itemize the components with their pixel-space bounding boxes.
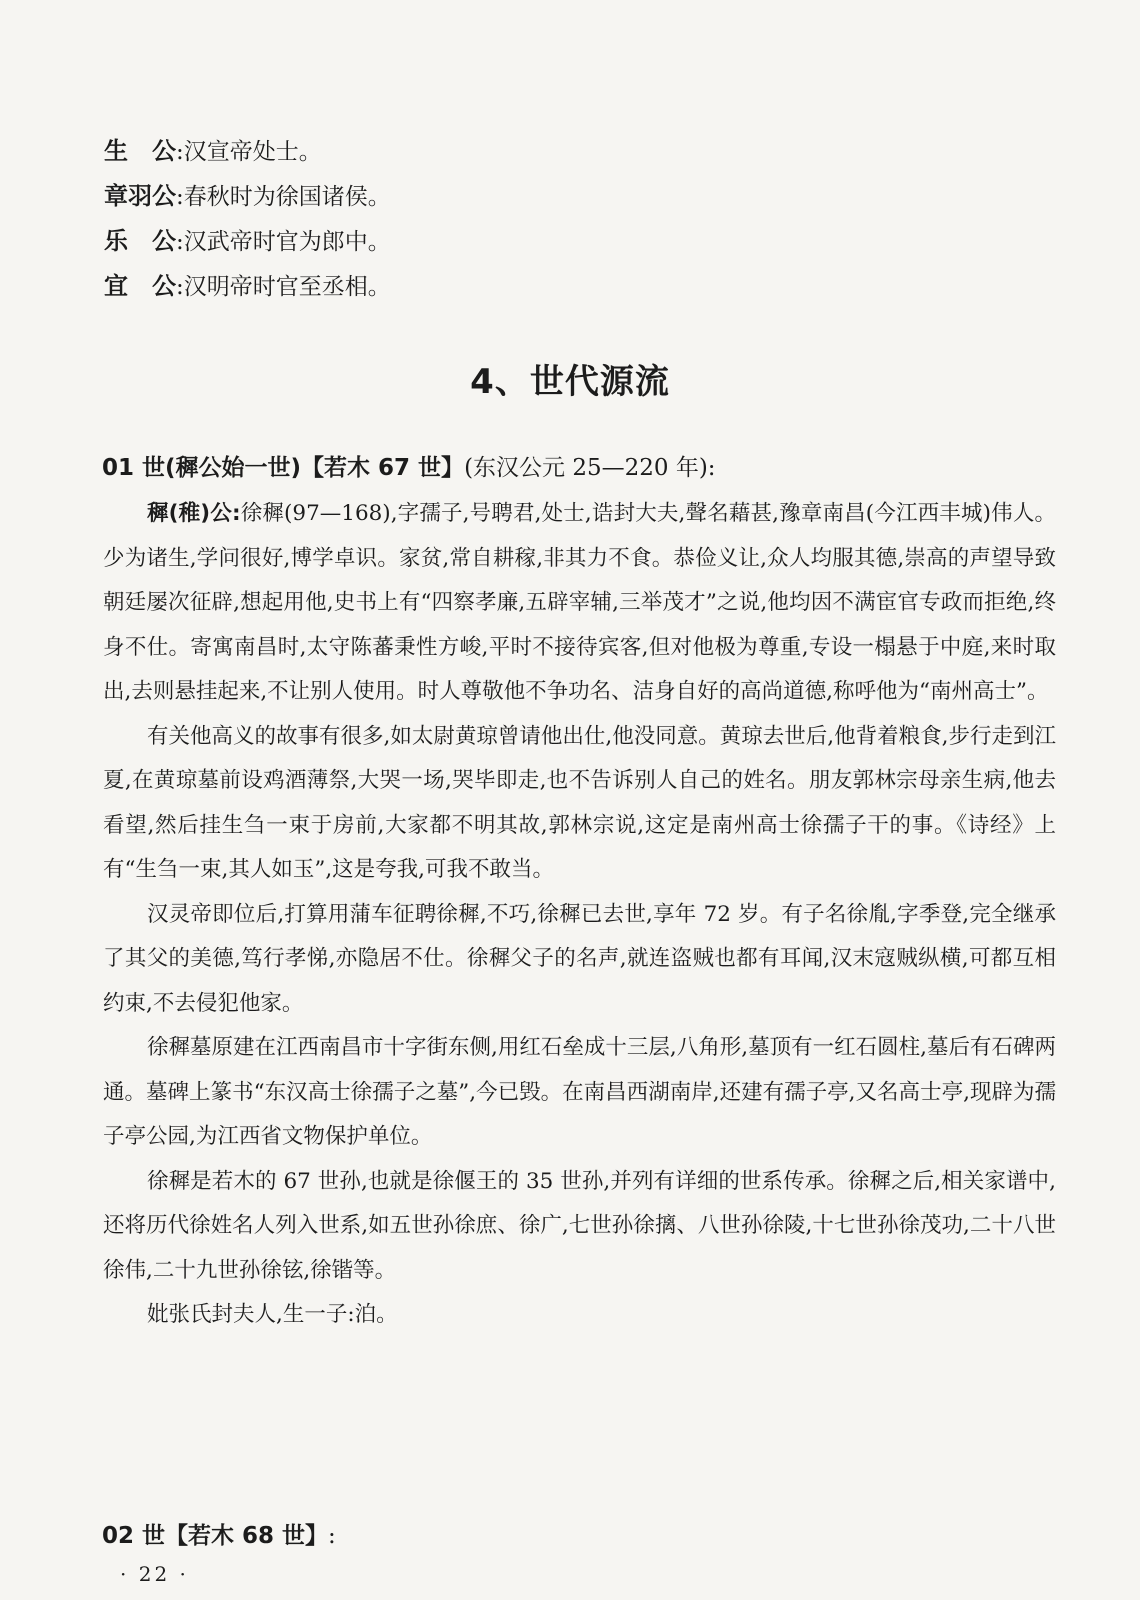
generation-label: 01 世(穉公始一世)【若木 67 世】 <box>102 455 465 481</box>
section-title: 4、世代源流 <box>470 362 670 402</box>
generation-heading <box>102 1521 336 1551</box>
body-text <box>103 492 1056 1338</box>
ancestor-entry <box>104 226 391 257</box>
ancestor-entry <box>104 181 391 212</box>
ancestor-desc: :汉明帝时官至丞相。 <box>176 274 391 300</box>
ancestor-entry <box>104 271 391 302</box>
paragraph: 妣张氏封夫人,生一子:泊。 <box>147 1302 398 1327</box>
paragraph <box>103 492 1056 715</box>
paragraph: 徐穉墓原建在江西南昌市十字街东侧,用红石垒成十三层,八角形,墓顶有一红石圆柱,墓后有石碑两通。墓碑上篆书“东汉高士徐孺子之墓”,今已毁。在南昌西湖南岸,还建有孺子亭,又名高士亭,现辟为孺子亭公园,为江西省文物保护单位。 <box>103 1035 1056 1149</box>
generation-note: : <box>328 1523 336 1549</box>
generation-heading <box>102 453 716 483</box>
ancestor-desc: :春秋时为徐国诸侯。 <box>176 184 391 210</box>
paragraph: 汉灵帝即位后,打算用蒲车征聘徐穉,不巧,徐穉已去世,享年 72 岁。有子名徐胤,字季登,完全继承了其父的美德,笃行孝悌,亦隐居不仕。徐穉父子的名声,就连盗贼也都有耳闻,汉末寇贼纵横,可都互相约束,不去侵犯他家。 <box>103 901 1056 1016</box>
paragraph: 徐穉是若木的 67 世孙,也就是徐偃王的 35 世孙,并列有详细的世系传承。徐穉之后,相关家谱中,还将历代徐姓名人列入世系,如五世孙徐庶、徐广,七世孙徐摛、八世孙徐陵,十七世孙徐茂功,二十八世徐伟,二十九世孙徐铉,徐锴等。 <box>103 1168 1056 1283</box>
ancestor-desc: :汉宣帝处士。 <box>176 139 322 165</box>
ancestor-entry <box>104 136 322 167</box>
generation-note: (东汉公元 25—220 年): <box>464 455 716 481</box>
ancestor-desc: :汉武帝时官为郎中。 <box>176 229 391 255</box>
paragraph-text: 徐穉(97—168),字孺子,号聘君,处士,诰封大夫,聲名藉甚,豫章南昌(今江西丰城)伟人。少为诸生,学问很好,博学卓识。家贫,常自耕稼,非其力不食。恭俭义让,众人均服其德,崇高的声望导致朝廷屡次征辟,想起用他,史书上有“四察孝廉,五辟宰辅,三举茂才”之说,他均因不满宦官专政而拒绝,终身不仕。寄寓南昌时,太守陈蕃秉性方峻,平时不接待宾客,但对他极为尊重,专设一榻悬于中庭,来时取出,去则悬挂起来,不让别人使用。时人尊敬他不争功名、洁身自好的高尚道德,称呼他为“南州高士”。 <box>103 501 1056 704</box>
ancestor-name: 宜 公 <box>104 272 176 300</box>
paragraph-lead: 穉(稚)公: <box>147 501 241 526</box>
ancestor-name: 乐 公 <box>104 227 176 255</box>
generation-label: 02 世【若木 68 世】 <box>102 1523 329 1549</box>
ancestor-name: 章羽公 <box>104 182 176 210</box>
page-number: · 22 · <box>120 1562 189 1586</box>
paragraph: 有关他高义的故事有很多,如太尉黄琼曾请他出仕,他没同意。黄琼去世后,他背着粮食,步行走到江夏,在黄琼墓前设鸡酒薄祭,大哭一场,哭毕即走,也不告诉别人自己的姓名。朋友郭林宗母亲生病,他去看望,然后挂生刍一束于房前,大家都不明其故,郭林宗说,这定是南州高士徐孺子干的事。《诗经》上有“生刍一束,其人如玉”,这是夸我,可我不敢当。 <box>103 723 1056 882</box>
ancestor-name: 生 公 <box>104 137 176 165</box>
